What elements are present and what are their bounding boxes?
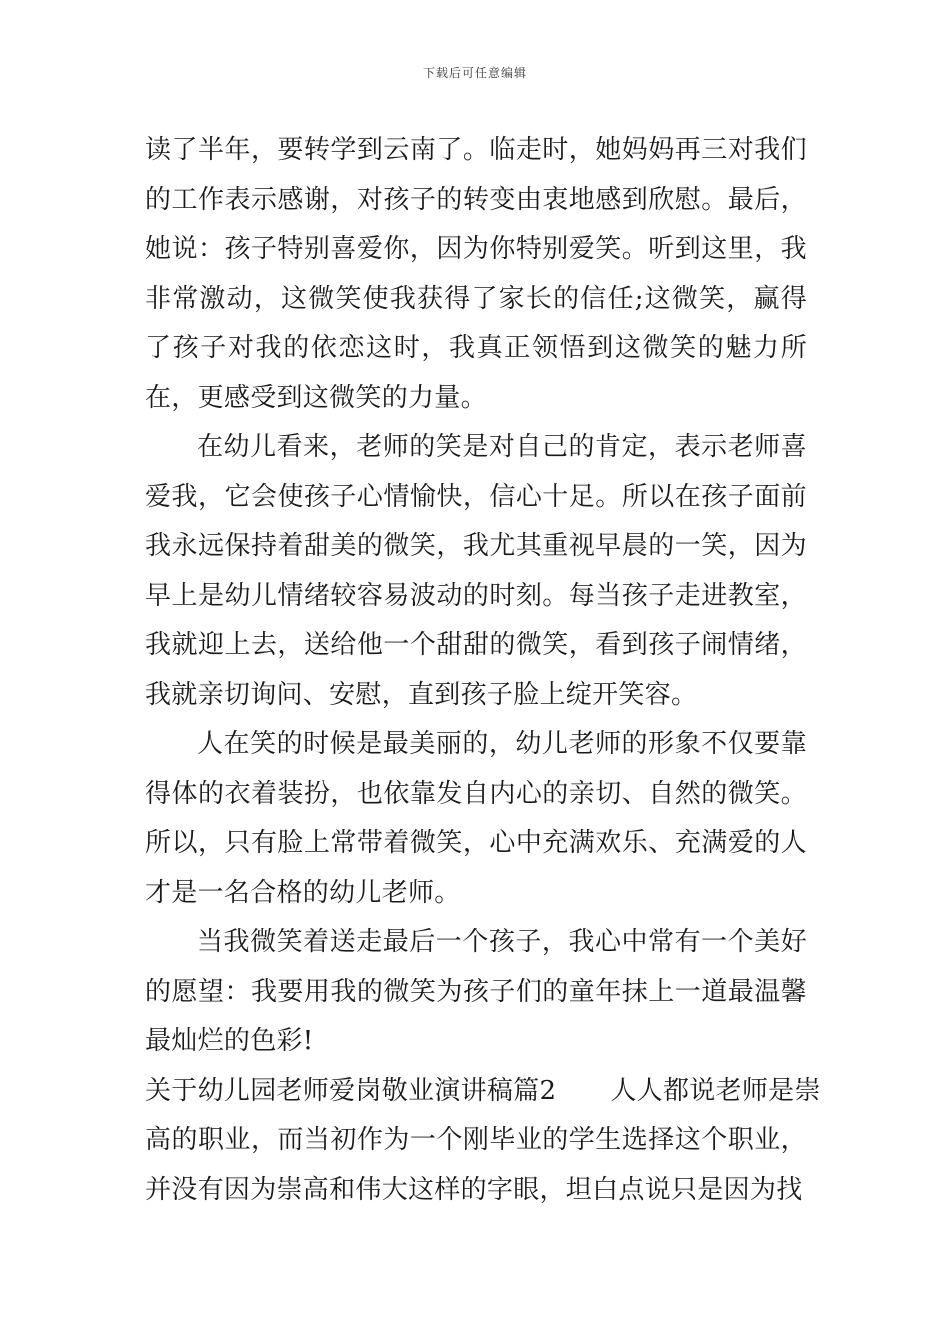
document-body	[145, 126, 821, 1215]
section-2-paragraph: 高的职业，而当初作为一个刚毕业的学生选择这个职业，并没有因为崇高和伟大这样的字眼，坦白点说只是因为找	[145, 1125, 807, 1205]
paragraph-1: 读了半年，要转学到云南了。临走时，她妈妈再三对我们的工作表示感谢，对孩子的转变由衷地感到欣慰。最后，她说：孩子特别喜爱你，因为你特别爱笑。听到这里，我非常激动，这微笑使我获得了家长的信任;这微笑，赢得了孩子对我的依恋这时，我真正领悟到这微笑的魅力所在，更感受到这微笑的力量。	[145, 135, 807, 413]
paragraph-4: 当我微笑着送走最后一个孩子，我心中常有一个美好的愿望：我要用我的微笑为孩子们的童年抹上一道最温馨最灿烂的色彩!	[145, 927, 807, 1056]
section-2-title: 关于幼儿园老师爱岗敬业演讲稿篇2	[145, 1075, 557, 1106]
paragraph-3: 人在笑的时候是最美丽的，幼儿老师的形象不仅要靠得体的衣着装扮，也依靠发自内心的亲切、自然的微笑。所以，只有脸上常带着微笑，心中充满欢乐、充满爱的人才是一名合格的幼儿老师。	[145, 729, 807, 908]
paragraph-2: 在幼儿看来，老师的笑是对自己的肯定，表示老师喜爱我，它会使孩子心情愉快，信心十足。所以在孩子面前我永远保持着甜美的微笑，我尤其重视早晨的一笑，因为早上是幼儿情绪较容易波动的时刻。每当孩子走进教室，我就迎上去，送给他一个甜甜的微笑，看到孩子闹情绪，我就亲切询问、安慰，直到孩子脸上绽开笑容。	[145, 432, 807, 710]
page-header: 下载后可任意编辑	[422, 66, 527, 80]
section-2-intro-start: 人人都说老师是崇	[610, 1075, 821, 1106]
section-2-first-line	[145, 1067, 821, 1117]
